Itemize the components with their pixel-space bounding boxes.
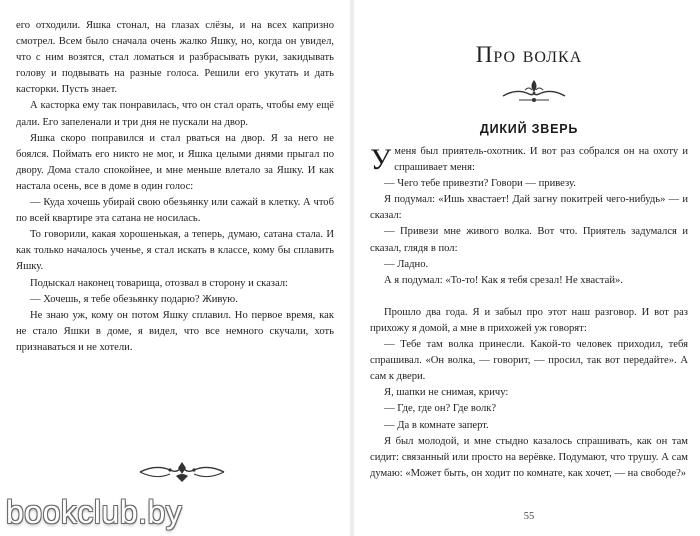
page-number: 55 [523,511,535,522]
ornament-icon [136,460,228,484]
story-title: ДИКИЙ ЗВЕРЬ [479,122,579,136]
paragraph: Я подумал: «Ишь хвастает! Дай загну покитрей чего-нибудь» — и сказал: [370,194,688,222]
paragraph: — Тебе там волка принесли. Какой-то человек приходил, тебя спрашивал. «Он волка, — говорит, — просил, так вот передайте». А сам к двери. [370,339,688,383]
first-paragraph [370,144,688,176]
paragraph: — Да в комнате заперт. [384,419,489,431]
paragraph: — Ладно. [384,258,429,270]
right-paragraphs [370,176,688,289]
paragraph: Не знаю уж, кому он потом Яшку сплавил. Но первое время, как не стало Яшки в доме, я видел, что все немного скучали, хоть признаваться и не хотели. [16,309,334,353]
paragraph: Яшка скоро поправился и стал рваться на двор. Я за него не боялся. Поймать его никто не мог, и Яшка целыми днями прыгал по двору. Дома стало спокойнее, и мне меньше влетало за Яшку. И как настала осень, все в доме в один голос: [16,132,334,192]
paragraph: — Хочешь, я тебе обезьянку подарю? Живую. [30,293,238,305]
paragraph: Прошло два года. Я и забыл про этот наш разговор. И вот раз прихожу я домой, а мне в прихожей уж говорят: [370,306,688,334]
watermark: bookclub.by [6,494,183,530]
left-page-text [16,18,334,356]
section-break [370,289,688,305]
paragraph: Я, шапки не снимая, кричу: [384,387,509,399]
right-paragraphs-continued [370,305,688,482]
paragraph: Я был молодой, и мне стыдно казалось спрашивать, как он там сидит: связанный или просто на верёвке. Подумают, что трушу. А сам думаю: «Может быть, он ходит по комнате, как хочет, — на свободе?» [370,435,688,479]
first-paragraph-text: меня был приятель-охотник. И вот раз собрался он на охоту и спрашивает меня: [394,146,688,174]
paragraph: Подыскал наконец товарища, отозвал в сторону и сказал: [30,277,288,289]
paragraph: — Привези мне живого волка. Вот что. Приятель задумался и сказал, глядя в пол: [370,226,688,254]
right-page-text [370,144,688,482]
left-page [16,18,334,518]
book-gutter [349,0,355,536]
paragraph: — Чего тебе привезти? Говори — привезу. [384,178,576,190]
dropcap-letter: У [370,143,392,176]
chapter-title: Про волка [475,42,583,67]
paragraph: — Где, где он? Где волк? [384,403,497,415]
ornament-icon [499,78,569,104]
paragraph: его отходили. Яшка стонал, на глазах слёзы, и на всех капризно смотрел. Всем было сначала очень жалко Яшку, но, когда он увидел, что с ним возятся, стал ломаться и разбрасывать руки, закидывать голову и подвывать на разные голоса. Решили его укутать и дать касторки. Пусть знает. [16,20,334,96]
paragraph: А я подумал: «То-то! Как я тебя срезал! Не хвастай». [384,274,623,286]
paragraph: То говорили, какая хорошенькая, а теперь, думаю, сатана стала. И как только началось ученье, я стал искать в классе, кому бы сплавить Яшку. [16,229,334,273]
paragraph: А касторка ему так понравилась, что он стал орать, чтобы ему ещё дали. Его запеленали и три дня не пускали на двор. [16,100,334,128]
paragraph: — Куда хочешь убирай свою обезьянку или сажай в клетку. А чтоб по всей квартире эта сатана не носилась. [16,197,334,225]
right-page [370,18,688,522]
